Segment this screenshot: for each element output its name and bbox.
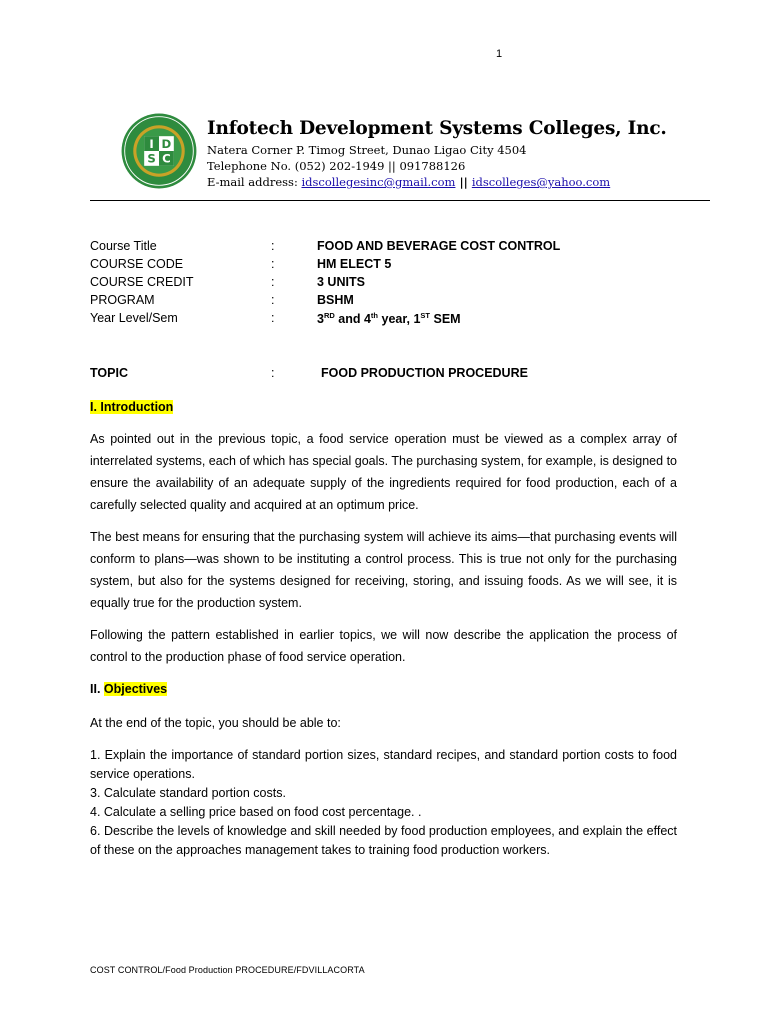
colon: : <box>271 366 275 380</box>
logo-letter-d: D <box>161 136 172 151</box>
program-value: BSHM <box>317 293 354 307</box>
intro-paragraph-2: The best means for ensuring that the purchasing system will achieve its aims—that purchasing events will conform to plans—was shown to be instituting a control process. This is true not only for the purchasing system, but also for the systems designed for receiving, storing, and issuing foods. As we will see, it is equally true for the production system. <box>90 530 677 610</box>
objective-item-6: 6. Describe the levels of knowledge and skill needed by food production employees, and explain the effect of these on the approaches management takes to training food production workers. <box>90 824 677 857</box>
topic-label: TOPIC <box>90 366 128 380</box>
year-level-value: 3RD and 4th year, 1ST SEM <box>317 311 461 327</box>
college-seal-logo <box>120 112 198 190</box>
topic-row <box>90 366 690 384</box>
topic-value: FOOD PRODUCTION PROCEDURE <box>321 366 528 380</box>
intro-paragraph-3: Following the pattern established in earlier topics, we will now describe the application the process of control to the production phase of food service operation. <box>90 628 677 664</box>
course-credit-value: 3 UNITS <box>317 275 365 289</box>
logo-letter-s: S <box>147 151 156 166</box>
header-divider <box>90 200 710 201</box>
email-link-gmail[interactable]: idscollegesinc@gmail.com <box>301 175 456 189</box>
email-separator: || <box>455 175 472 189</box>
introduction-heading: I. Introduction <box>90 400 174 414</box>
org-name: Infotech Development Systems Colleges, Inc. <box>207 118 667 139</box>
document-body <box>90 400 677 860</box>
objective-item-3: 3. Calculate standard portion costs. <box>90 786 286 800</box>
page-number: 1 <box>496 48 503 60</box>
objective-item-4: 4. Calculate a selling price based on food cost percentage. . <box>90 805 422 819</box>
colon: : <box>271 239 275 253</box>
colon: : <box>271 275 275 289</box>
year-level-label: Year Level/Sem <box>90 311 178 325</box>
course-title-label: Course Title <box>90 239 157 253</box>
logo-letter-c: C <box>162 151 171 166</box>
course-code-value: HM ELECT 5 <box>317 257 392 271</box>
colon: : <box>271 257 275 271</box>
course-code-label: COURSE CODE <box>90 257 184 271</box>
org-email-line <box>207 174 667 190</box>
org-telephone: Telephone No. (052) 202-1949 || 091788126 <box>207 159 466 173</box>
org-address: Natera Corner P. Timog Street, Dunao Ligao City 4504 <box>207 143 527 157</box>
objective-item-1: 1. Explain the importance of standard portion sizes, standard recipes, and standard portion costs to food service operations. <box>90 748 677 781</box>
objectives-heading: II. Objectives <box>90 682 168 696</box>
course-title-value: FOOD AND BEVERAGE COST CONTROL <box>317 239 561 253</box>
colon: : <box>271 293 275 307</box>
email-label: E-mail address: <box>207 175 302 189</box>
program-label: PROGRAM <box>90 293 155 307</box>
email-link-yahoo[interactable]: idscolleges@yahoo.com <box>471 175 611 189</box>
logo-letter-i: I <box>149 136 154 151</box>
course-credit-label: COURSE CREDIT <box>90 275 194 289</box>
page-footer: COST CONTROL/Food Production PROCEDURE/FDVILLACORTA <box>90 965 365 975</box>
objectives-intro: At the end of the topic, you should be able to: <box>90 716 341 730</box>
letterhead <box>207 118 667 190</box>
colon: : <box>271 311 275 325</box>
intro-paragraph-1: As pointed out in the previous topic, a food service operation must be viewed as a complex array of interrelated systems, each of which has special goals. The purchasing system, for example, is designed to ensure the availability of an adequate supply of the ingredients required for food production, each of a carefully selected quality and acquired at an optimum price. <box>90 432 677 512</box>
